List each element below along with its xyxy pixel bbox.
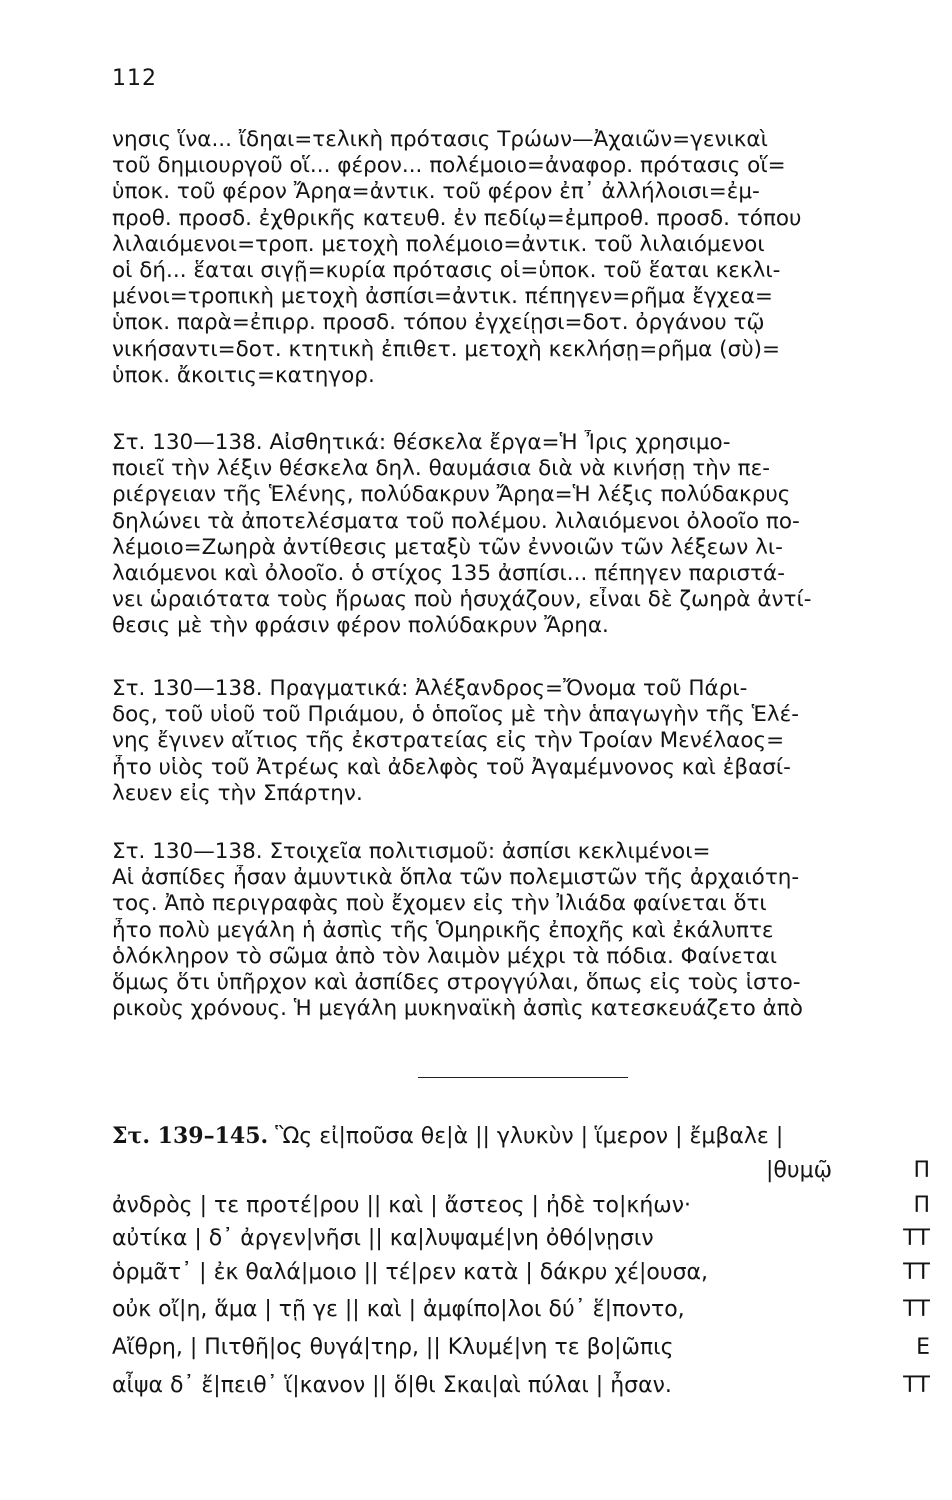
text-line: Στ. 130—138. Στοιχεῖα πολιτισμοῦ: ἀσπίσι κεκλιμένοι= xyxy=(112,839,711,864)
page-number: 112 xyxy=(112,66,157,91)
meter-mark: Π xyxy=(913,1193,930,1218)
text-line: ρικοὺς χρόνους. Ἡ μεγάλη μυκηναϊκὴ ἀσπὶς κατεσκευάζετο ἀπὸ xyxy=(112,996,803,1022)
text-line: δηλώνει τὰ ἀποτελέσματα τοῦ πολέμου. λιλαιόμενοι ὀλοοῖο πο- xyxy=(112,508,800,534)
verse-heading-label: Στ. 139–145. xyxy=(112,1123,269,1149)
text-line: λέμοιο=Ζωηρὰ ἀντίθεσις μεταξὺ τῶν ἐννοιῶν τῶν λέξεων λι- xyxy=(112,534,783,560)
text-line: προθ. προσδ. ἐχθρικῆς κατευθ. ἐν πεδίῳ=ἐμπροθ. προσδ. τόπου xyxy=(112,205,802,231)
text-line: ὅμως ὅτι ὑπῆρχον καὶ ἀσπίδες στρογγύλαι, ὅπως εἰς τοὺς ἱστο- xyxy=(112,970,801,996)
text-line: Στ. 130—138. Πραγματικά: Ἀλέξανδρος=Ὄνομα τοῦ Πάρι- xyxy=(112,676,748,701)
section-divider xyxy=(418,1077,628,1078)
verse-heading-text: Ὣς εἰ|ποῦσα θε|ὰ || γλυκὺν | ἵμερον | ἔμβαλε | xyxy=(275,1124,784,1149)
text-line: ὑποκ. τοῦ φέρον Ἄρηα=ἀντικ. τοῦ φέρον ἐπ᾽ ἀλλήλοισι=ἐμ- xyxy=(112,179,760,205)
verse-line: ἀνδρὸς | τε προτέ|ρου || καὶ | ἄστεος | ἠδὲ το|κήων· xyxy=(112,1193,691,1218)
text-line: Αἱ ἀσπίδες ἦσαν ἀμυντικὰ ὅπλα τῶν πολεμιστῶν τῆς ἀρχαιότη- xyxy=(112,865,800,891)
meter-mark: ΤΤ xyxy=(903,1260,930,1285)
text-line: ριέργειαν τῆς Ἑλένης, πολύδακρυν Ἄρηα=Ἡ λέξις πολύδακρυς xyxy=(112,482,791,508)
text-line: οἱ δή... ἕαται σιγῇ=κυρία πρότασις οἱ=ὑποκ. τοῦ ἕαται κεκλι- xyxy=(112,258,781,284)
text-line: λευεν εἰς τὴν Σπάρτην. xyxy=(112,780,363,806)
text-line: νησις ἵνα... ἴδηαι=τελικὴ πρότασις Τρώων—Ἀχαιῶν=γενικαὶ xyxy=(112,127,768,152)
text-line: δος, τοῦ υἱοῦ τοῦ Πριάμου, ὁ ὁποῖος μὲ τὴν ἁπαγωγὴν τῆς Ἑλέ- xyxy=(112,702,799,728)
verse-line: Αἴθρη, | Πιτθῆ|ος θυγά|τηρ, || Κλυμέ|νη τε βο|ῶπις xyxy=(112,1335,674,1360)
verse-line: αὐτίκα | δ᾽ ἀργεν|νῆσι || κα|λυψαμέ|νη ὀθό|νῃσιν xyxy=(112,1226,654,1251)
meter-mark: Ε xyxy=(916,1335,930,1360)
text-line: μένοι=τροπικὴ μετοχὴ ἀσπίσι=ἀντικ. πέπηγεν=ρῆμα ἔγχεα= xyxy=(112,284,773,310)
verse-heading xyxy=(112,1123,783,1149)
meter-mark: ΤΤ xyxy=(903,1373,930,1398)
meter-mark: ΤΤ xyxy=(903,1226,930,1251)
text-line: λιλαιόμενοι=τροπ. μετοχὴ πολέμοιο=ἀντικ. τοῦ λιλαιόμενοι xyxy=(112,231,765,257)
text-line: ὁλόκληρον τὸ σῶμα ἀπὸ τὸν λαιμὸν μέχρι τὰ πόδια. Φαίνεται xyxy=(112,943,778,969)
text-line: ἦτο πολὺ μεγάλη ἡ ἀσπὶς τῆς Ὁμηρικῆς ἐποχῆς καὶ ἐκάλυπτε xyxy=(112,917,774,943)
text-line: ὑποκ. ἄκοιτις=κατηγορ. xyxy=(112,362,375,388)
text-line: τοῦ δημιουργοῦ οἵ... φέρον... πολέμοιο=ἀναφορ. πρότασις οἵ= xyxy=(112,153,786,179)
verse-line: ὁρμᾶτ᾽ | ἐκ θαλά|μοιο || τέ|ρεν κατὰ | δάκρυ χέ|ουσα, xyxy=(112,1260,709,1285)
text-line: λαιόμενοι καὶ ὀλοοῖο. ὁ στίχος 135 ἀσπίσι... πέπηγεν παριστά- xyxy=(112,561,785,587)
verse-line: αἶψα δ᾽ ἔ|πειθ᾽ ἵ|κανον || ὅ|θι Σκαι|αὶ πύλαι | ἦσαν. xyxy=(112,1373,672,1398)
text-line: νης ἔγινεν αἴτιος τῆς ἐκστρατείας εἰς τὴν Τροίαν Μενέλαος= xyxy=(112,728,785,754)
meter-mark: Π xyxy=(913,1158,930,1183)
verse-line: οὐκ οἴ|η, ἅμα | τῇ γε || καὶ | ἀμφίπο|λοι δύ᾽ ἕ|ποντο, xyxy=(112,1297,685,1322)
meter-mark: ΤΤ xyxy=(903,1297,930,1322)
text-line: θεσις μὲ τὴν φράσιν φέρον πολύδακρυν Ἄρηα. xyxy=(112,613,609,639)
text-line: ὑποκ. παρὰ=ἐπιρρ. προσδ. τόπου ἐγχείῃσι=δοτ. ὀργάνου τῷ xyxy=(112,310,765,336)
aesthetics-paragraph xyxy=(112,430,932,640)
verse-line: |θυμῷ xyxy=(766,1158,833,1183)
text-line: τος. Ἀπὸ περιγραφὰς ποὺ ἔχομεν εἰς τὴν Ἰλιάδα φαίνεται ὅτι xyxy=(112,891,767,917)
text-line: ποιεῖ τὴν λέξιν θέσκελα δηλ. θαυμάσια διὰ νὰ κινήσῃ τὴν πε- xyxy=(112,456,770,482)
culture-paragraph xyxy=(112,839,932,1022)
realia-paragraph xyxy=(112,676,932,807)
grammar-notes-paragraph xyxy=(112,127,932,389)
text-line: ἦτο υἱὸς τοῦ Ἀτρέως καὶ ἀδελφὸς τοῦ Ἀγαμέμνονος καὶ ἐβασί- xyxy=(112,754,791,780)
text-line: Στ. 130—138. Αἰσθητικά: θέσκελα ἔργα=Ἡ Ἶρις χρησιμο- xyxy=(112,430,731,455)
text-line: νει ὡραιότατα τοὺς ἥρωας ποὺ ἡσυχάζουν, εἶναι δὲ ζωηρὰ ἀντί- xyxy=(112,587,812,613)
text-line: νικήσαντι=δοτ. κτητικὴ ἐπιθετ. μετοχὴ κεκλήσῃ=ρῆμα (σὺ)= xyxy=(112,336,781,362)
